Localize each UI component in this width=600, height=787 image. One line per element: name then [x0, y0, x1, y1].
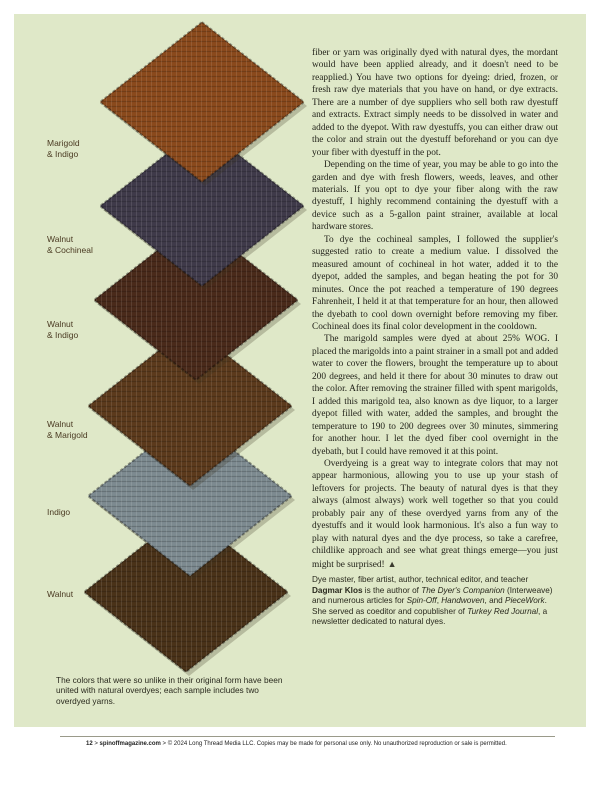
- paragraph: To dye the cochineal samples, I followed the supplier's suggested ratio to create a medium value. I dissolved the measured amount of cochineal in hot water, added it to the dyepot, added the samples, and began heating the pot for 30 minutes. Once the pot reached a temperature of 190 degrees Fahrenheit, I held it at that temperature for an hour, then allowed the dyebath to cool down overnight before removing my fiber. Cochineal does its final color development in the cooldown.: [312, 234, 558, 332]
- page-panel: [14, 14, 586, 727]
- swatch-label-walnut-cochineal: Walnut & Cochineal: [47, 234, 93, 255]
- paragraph: The marigold samples were dyed at about 25% WOG. I placed the marigolds into a paint strainer in a small pot and added water to cover the flowers, brought the temperature up to about 200 degrees, and held it there for about 30 minutes to draw out the color. After removing the strainer filled with spent marigolds, I added this marigold tea, also known as dye liquor, to a larger dyepot filled with water, added the samples, and brought the temperature to 190 to 200 degrees over 30 minutes, simmering for another hour. I let the dyed fiber cool overnight in the dyebath, but I could have removed it at this point.: [312, 334, 558, 457]
- paragraph: fiber or yarn was originally dyed with natural dyes, the mordant would have been applied already, and it doesn't need to be reapplied.) You have two options for dyeing: dried, frozen, or fresh raw dye materials that you have on hand, or dye extracts. There are a number of dye suppliers who sell both raw dyestuff and extracts. Extract simply needs to be dissolved in water and added to the dyepot. With raw dyestuffs, you can either draw out the color and strain out the dyestuff beforehand or you can dye your fiber with dyestuff in the pot.: [312, 48, 558, 158]
- swatch-label-marigold-indigo: Marigold & Indigo: [47, 138, 80, 159]
- photo-caption: The colors that were so unlike in their original form have been united with natural overdyes; each sample includes two overdyed yarns.: [56, 675, 283, 706]
- paragraph: Depending on the time of year, you may be able to go into the garden and dye with fresh flowers, weeds, leaves, and other materials. If you opt to dye your fiber along with the raw dyestuff, I highly recommend containing the dyestuff with a device such as a 5-gallon paint strainer, available at local hardware stores.: [312, 160, 558, 233]
- swatch-marigold-indigo: [100, 22, 307, 186]
- copyright-notice: © 2024 Long Thread Media LLC. Copies may be made for personal use only. No unauthorized reproduction or sale is permitted.: [167, 741, 507, 747]
- author-bio: Dye master, fiber artist, author, technical editor, and teacher Dagmar Klos is the author of The Dyer's Companion (Interweave) and numerous articles for Spin-Off, Handwoven, and PieceWork. She served as coeditor and copublisher of Turkey Red Journal, a newsletter dedicated to natural dyes.: [312, 575, 553, 627]
- paragraph-final: Overdyeing is a great way to integrate colors that may not appear harmonious, allowing you to use up your stash of leftovers for projects. The beauty of natural dyes is that they always (almost always) work well together so that you could probably pair any of these overdyed yarns from any of the dyestuffs and it would look harmonious. It's also a fun way to play with natural dyes and the dye process, so take a carefree, childlike approach and see what great things emerge—you just might be surprised! ▲: [312, 458, 558, 570]
- article-body: [312, 47, 558, 628]
- swatch-stack: [14, 14, 314, 727]
- page-number: 12: [86, 741, 93, 747]
- swatch-label-walnut-indigo: Walnut & Indigo: [47, 319, 79, 340]
- author-name: Dagmar Klos: [312, 585, 363, 595]
- page-footer: 12 > spinoffmagazine.com > © 2024 Long Thread Media LLC. Copies may be made for personal use only. No unauthorized reproduction or sale is permitted.: [86, 741, 507, 747]
- swatch-label-walnut: Walnut: [47, 589, 74, 599]
- swatch-label-indigo: Indigo: [47, 507, 71, 517]
- footer-divider: [60, 736, 555, 737]
- end-mark-icon: ▲: [387, 558, 397, 569]
- site-link[interactable]: spinoffmagazine.com: [99, 741, 161, 747]
- swatch-label-walnut-marigold: Walnut & Marigold: [47, 419, 88, 440]
